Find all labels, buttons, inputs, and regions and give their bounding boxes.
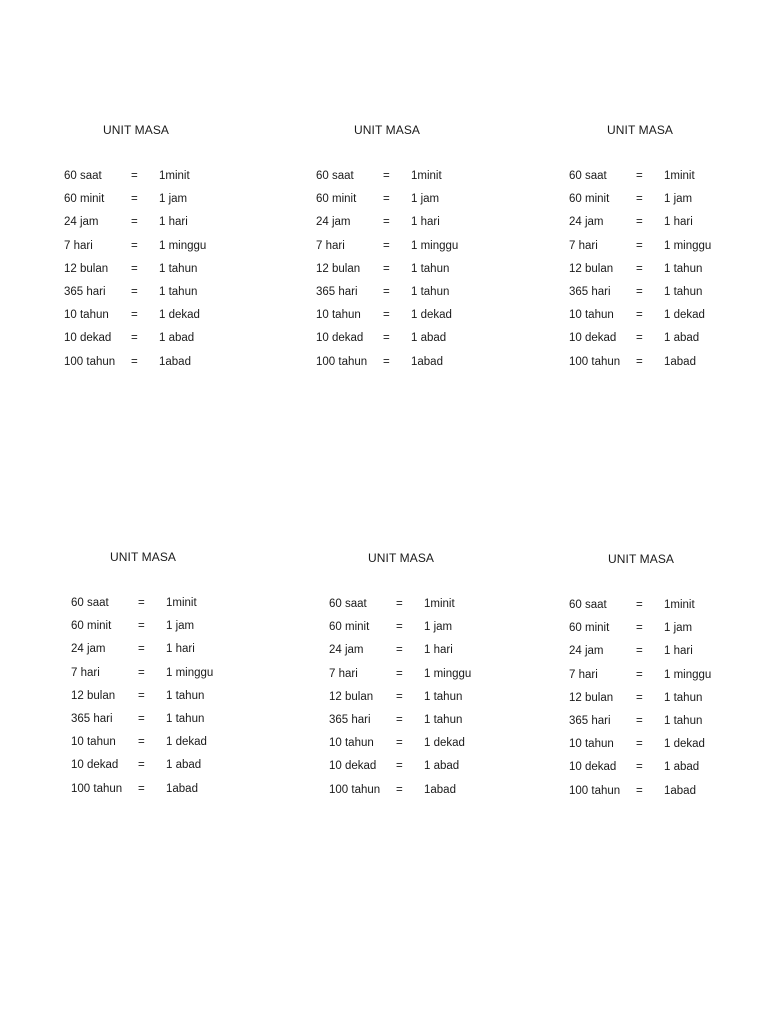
card-title: UNIT MASA [110, 550, 177, 564]
row-rhs: 1abad [159, 355, 191, 368]
card-title: UNIT MASA [368, 551, 435, 565]
conversion-row [64, 263, 244, 286]
row-equals: = [131, 309, 138, 322]
conversion-row [71, 783, 251, 806]
row-rhs: 1 abad [411, 332, 447, 345]
row-equals: = [636, 714, 643, 727]
conversion-list [316, 170, 496, 379]
row-lhs: 7 hari [569, 239, 598, 252]
row-equals: = [636, 216, 643, 229]
row-rhs: 1 tahun [424, 690, 463, 703]
row-equals: = [131, 262, 138, 275]
row-rhs: 1 tahun [424, 713, 463, 726]
row-lhs: 10 dekad [329, 760, 377, 773]
conversion-row [569, 332, 749, 355]
conversion-row [64, 332, 244, 355]
conversion-row [71, 736, 251, 759]
row-rhs: 1 dekad [664, 738, 705, 751]
row-equals: = [396, 621, 403, 634]
row-rhs: 1 tahun [159, 262, 198, 275]
row-rhs: 1 minggu [664, 239, 712, 252]
row-lhs: 12 bulan [71, 689, 116, 702]
row-equals: = [396, 644, 403, 657]
row-rhs: 1 minggu [411, 239, 459, 252]
row-lhs: 10 tahun [316, 309, 361, 322]
row-rhs: 1 minggu [166, 666, 214, 679]
row-lhs: 100 tahun [569, 784, 621, 797]
row-equals: = [636, 784, 643, 797]
row-equals: = [383, 239, 390, 252]
row-equals: = [636, 262, 643, 275]
conversion-row [71, 597, 251, 620]
conversion-row [64, 170, 244, 193]
row-equals: = [396, 598, 403, 610]
row-equals: = [131, 239, 138, 252]
conversion-row [64, 356, 244, 379]
row-equals: = [396, 690, 403, 703]
conversion-row [569, 263, 749, 286]
row-equals: = [636, 170, 643, 182]
row-equals: = [131, 332, 138, 345]
row-rhs: 1abad [166, 782, 198, 795]
conversion-row [329, 598, 509, 621]
row-equals: = [131, 355, 138, 368]
row-rhs: 1minit [664, 599, 695, 611]
row-equals: = [138, 643, 145, 656]
row-rhs: 1 tahun [411, 262, 450, 275]
row-lhs: 12 bulan [569, 691, 614, 704]
row-lhs: 10 tahun [329, 737, 374, 750]
row-equals: = [636, 645, 643, 658]
row-lhs: 24 jam [71, 643, 106, 656]
row-lhs: 365 hari [64, 285, 106, 298]
row-equals: = [138, 782, 145, 795]
conversion-row [569, 669, 749, 692]
row-equals: = [383, 309, 390, 322]
conversion-row [329, 644, 509, 667]
row-lhs: 60 saat [64, 170, 102, 182]
row-equals: = [138, 620, 145, 633]
row-equals: = [396, 760, 403, 773]
row-rhs: 1abad [424, 783, 456, 796]
conversion-row [316, 309, 496, 332]
conversion-row [64, 286, 244, 309]
row-rhs: 1 dekad [166, 736, 207, 749]
conversion-row [569, 715, 749, 738]
conversion-row [569, 785, 749, 808]
row-equals: = [138, 597, 145, 609]
conversion-row [64, 193, 244, 216]
conversion-row [569, 193, 749, 216]
row-lhs: 12 bulan [329, 690, 374, 703]
row-rhs: 1 hari [159, 216, 188, 229]
conversion-row [569, 738, 749, 761]
row-equals: = [131, 285, 138, 298]
row-lhs: 365 hari [569, 714, 611, 727]
row-lhs: 24 jam [569, 645, 604, 658]
row-equals: = [636, 738, 643, 751]
row-equals: = [131, 170, 138, 182]
row-equals: = [636, 668, 643, 681]
row-equals: = [636, 193, 643, 206]
row-equals: = [396, 713, 403, 726]
row-equals: = [383, 193, 390, 206]
row-equals: = [636, 622, 643, 635]
row-equals: = [396, 667, 403, 680]
row-rhs: 1minit [166, 597, 197, 609]
row-lhs: 10 tahun [569, 738, 614, 751]
row-lhs: 7 hari [569, 668, 598, 681]
row-lhs: 60 saat [71, 597, 109, 609]
conversion-row [64, 216, 244, 239]
row-rhs: 1 tahun [411, 285, 450, 298]
row-lhs: 24 jam [64, 216, 99, 229]
row-rhs: 1 dekad [664, 309, 705, 322]
row-rhs: 1abad [664, 784, 696, 797]
row-equals: = [636, 599, 643, 611]
row-rhs: 1 tahun [166, 689, 205, 702]
row-lhs: 24 jam [569, 216, 604, 229]
row-equals: = [383, 355, 390, 368]
card-title: UNIT MASA [103, 123, 170, 137]
row-equals: = [138, 759, 145, 772]
row-lhs: 12 bulan [569, 262, 614, 275]
conversion-row [569, 170, 749, 193]
row-lhs: 60 saat [569, 599, 607, 611]
conversion-list [64, 170, 244, 379]
conversion-row [316, 216, 496, 239]
conversion-list [569, 599, 749, 808]
row-rhs: 1 jam [159, 193, 188, 206]
row-lhs: 10 dekad [64, 332, 112, 345]
row-rhs: 1 jam [424, 621, 453, 634]
row-rhs: 1 tahun [664, 691, 703, 704]
row-rhs: 1 abad [664, 761, 700, 774]
row-lhs: 60 saat [329, 598, 367, 610]
conversion-row [569, 622, 749, 645]
row-rhs: 1 abad [159, 332, 195, 345]
row-equals: = [131, 193, 138, 206]
conversion-row [316, 356, 496, 379]
row-lhs: 10 dekad [569, 332, 617, 345]
conversion-row [71, 667, 251, 690]
row-rhs: 1 jam [664, 622, 693, 635]
row-lhs: 100 tahun [64, 355, 116, 368]
conversion-row [569, 645, 749, 668]
row-equals: = [383, 332, 390, 345]
row-lhs: 100 tahun [329, 783, 381, 796]
conversion-row [64, 309, 244, 332]
row-rhs: 1 tahun [664, 285, 703, 298]
row-lhs: 365 hari [316, 285, 358, 298]
row-equals: = [383, 285, 390, 298]
row-lhs: 365 hari [329, 713, 371, 726]
row-rhs: 1 minggu [424, 667, 472, 680]
row-rhs: 1 dekad [424, 737, 465, 750]
row-lhs: 60 saat [569, 170, 607, 182]
row-lhs: 7 hari [64, 239, 93, 252]
row-rhs: 1 tahun [159, 285, 198, 298]
row-rhs: 1abad [411, 355, 443, 368]
row-lhs: 100 tahun [316, 355, 368, 368]
row-rhs: 1minit [411, 170, 442, 182]
row-equals: = [636, 355, 643, 368]
conversion-row [329, 621, 509, 644]
conversion-row [316, 193, 496, 216]
row-lhs: 10 dekad [316, 332, 364, 345]
row-lhs: 60 minit [64, 193, 105, 206]
row-equals: = [636, 761, 643, 774]
row-lhs: 12 bulan [64, 262, 109, 275]
conversion-row [329, 714, 509, 737]
conversion-row [71, 643, 251, 666]
conversion-row [329, 784, 509, 807]
row-rhs: 1 tahun [166, 712, 205, 725]
row-rhs: 1 dekad [159, 309, 200, 322]
conversion-row [569, 240, 749, 263]
conversion-list [329, 598, 509, 807]
conversion-row [329, 691, 509, 714]
row-lhs: 7 hari [316, 239, 345, 252]
row-rhs: 1 abad [664, 332, 700, 345]
row-equals: = [138, 689, 145, 702]
row-rhs: 1 tahun [664, 714, 703, 727]
row-equals: = [131, 216, 138, 229]
row-rhs: 1 hari [664, 216, 693, 229]
conversion-row [329, 737, 509, 760]
row-lhs: 10 tahun [64, 309, 109, 322]
row-equals: = [636, 309, 643, 322]
row-lhs: 60 minit [316, 193, 357, 206]
row-equals: = [636, 691, 643, 704]
card-title: UNIT MASA [607, 123, 674, 137]
conversion-row [569, 309, 749, 332]
row-rhs: 1minit [159, 170, 190, 182]
conversion-row [316, 332, 496, 355]
row-equals: = [383, 262, 390, 275]
row-lhs: 10 tahun [71, 736, 116, 749]
row-rhs: 1 dekad [411, 309, 452, 322]
row-equals: = [138, 736, 145, 749]
row-lhs: 7 hari [71, 666, 100, 679]
row-lhs: 7 hari [329, 667, 358, 680]
conversion-row [569, 286, 749, 309]
conversion-row [569, 216, 749, 239]
conversion-row [316, 286, 496, 309]
row-rhs: 1 tahun [664, 262, 703, 275]
row-lhs: 10 dekad [569, 761, 617, 774]
conversion-list [569, 170, 749, 379]
row-equals: = [383, 216, 390, 229]
row-rhs: 1minit [664, 170, 695, 182]
row-rhs: 1minit [424, 598, 455, 610]
row-rhs: 1 hari [424, 644, 453, 657]
conversion-row [569, 692, 749, 715]
row-lhs: 60 minit [569, 622, 610, 635]
conversion-list [71, 597, 251, 806]
row-lhs: 365 hari [569, 285, 611, 298]
row-rhs: 1 hari [166, 643, 195, 656]
row-rhs: 1 jam [664, 193, 693, 206]
row-rhs: 1 abad [424, 760, 460, 773]
conversion-row [71, 759, 251, 782]
row-lhs: 100 tahun [569, 355, 621, 368]
row-lhs: 10 dekad [71, 759, 119, 772]
conversion-row [316, 170, 496, 193]
row-lhs: 24 jam [329, 644, 364, 657]
row-lhs: 10 tahun [569, 309, 614, 322]
conversion-row [329, 668, 509, 691]
row-rhs: 1 minggu [664, 668, 712, 681]
row-lhs: 60 minit [329, 621, 370, 634]
conversion-row [329, 760, 509, 783]
row-lhs: 60 minit [569, 193, 610, 206]
conversion-row [316, 263, 496, 286]
conversion-row [316, 240, 496, 263]
conversion-row [71, 620, 251, 643]
row-rhs: 1 hari [664, 645, 693, 658]
conversion-row [569, 356, 749, 379]
conversion-row [64, 240, 244, 263]
row-equals: = [138, 666, 145, 679]
row-equals: = [636, 285, 643, 298]
row-lhs: 100 tahun [71, 782, 123, 795]
row-equals: = [636, 239, 643, 252]
row-equals: = [396, 783, 403, 796]
row-rhs: 1 minggu [159, 239, 207, 252]
row-rhs: 1 abad [166, 759, 202, 772]
conversion-row [569, 761, 749, 784]
row-rhs: 1 hari [411, 216, 440, 229]
row-lhs: 60 minit [71, 620, 112, 633]
row-equals: = [396, 737, 403, 750]
row-lhs: 12 bulan [316, 262, 361, 275]
row-rhs: 1abad [664, 355, 696, 368]
conversion-row [71, 713, 251, 736]
card-title: UNIT MASA [354, 123, 421, 137]
row-equals: = [138, 712, 145, 725]
row-rhs: 1 jam [411, 193, 440, 206]
row-lhs: 24 jam [316, 216, 351, 229]
row-lhs: 60 saat [316, 170, 354, 182]
row-equals: = [383, 170, 390, 182]
row-lhs: 365 hari [71, 712, 113, 725]
row-equals: = [636, 332, 643, 345]
conversion-row [71, 690, 251, 713]
conversion-row [569, 599, 749, 622]
card-title: UNIT MASA [608, 552, 675, 566]
row-rhs: 1 jam [166, 620, 195, 633]
